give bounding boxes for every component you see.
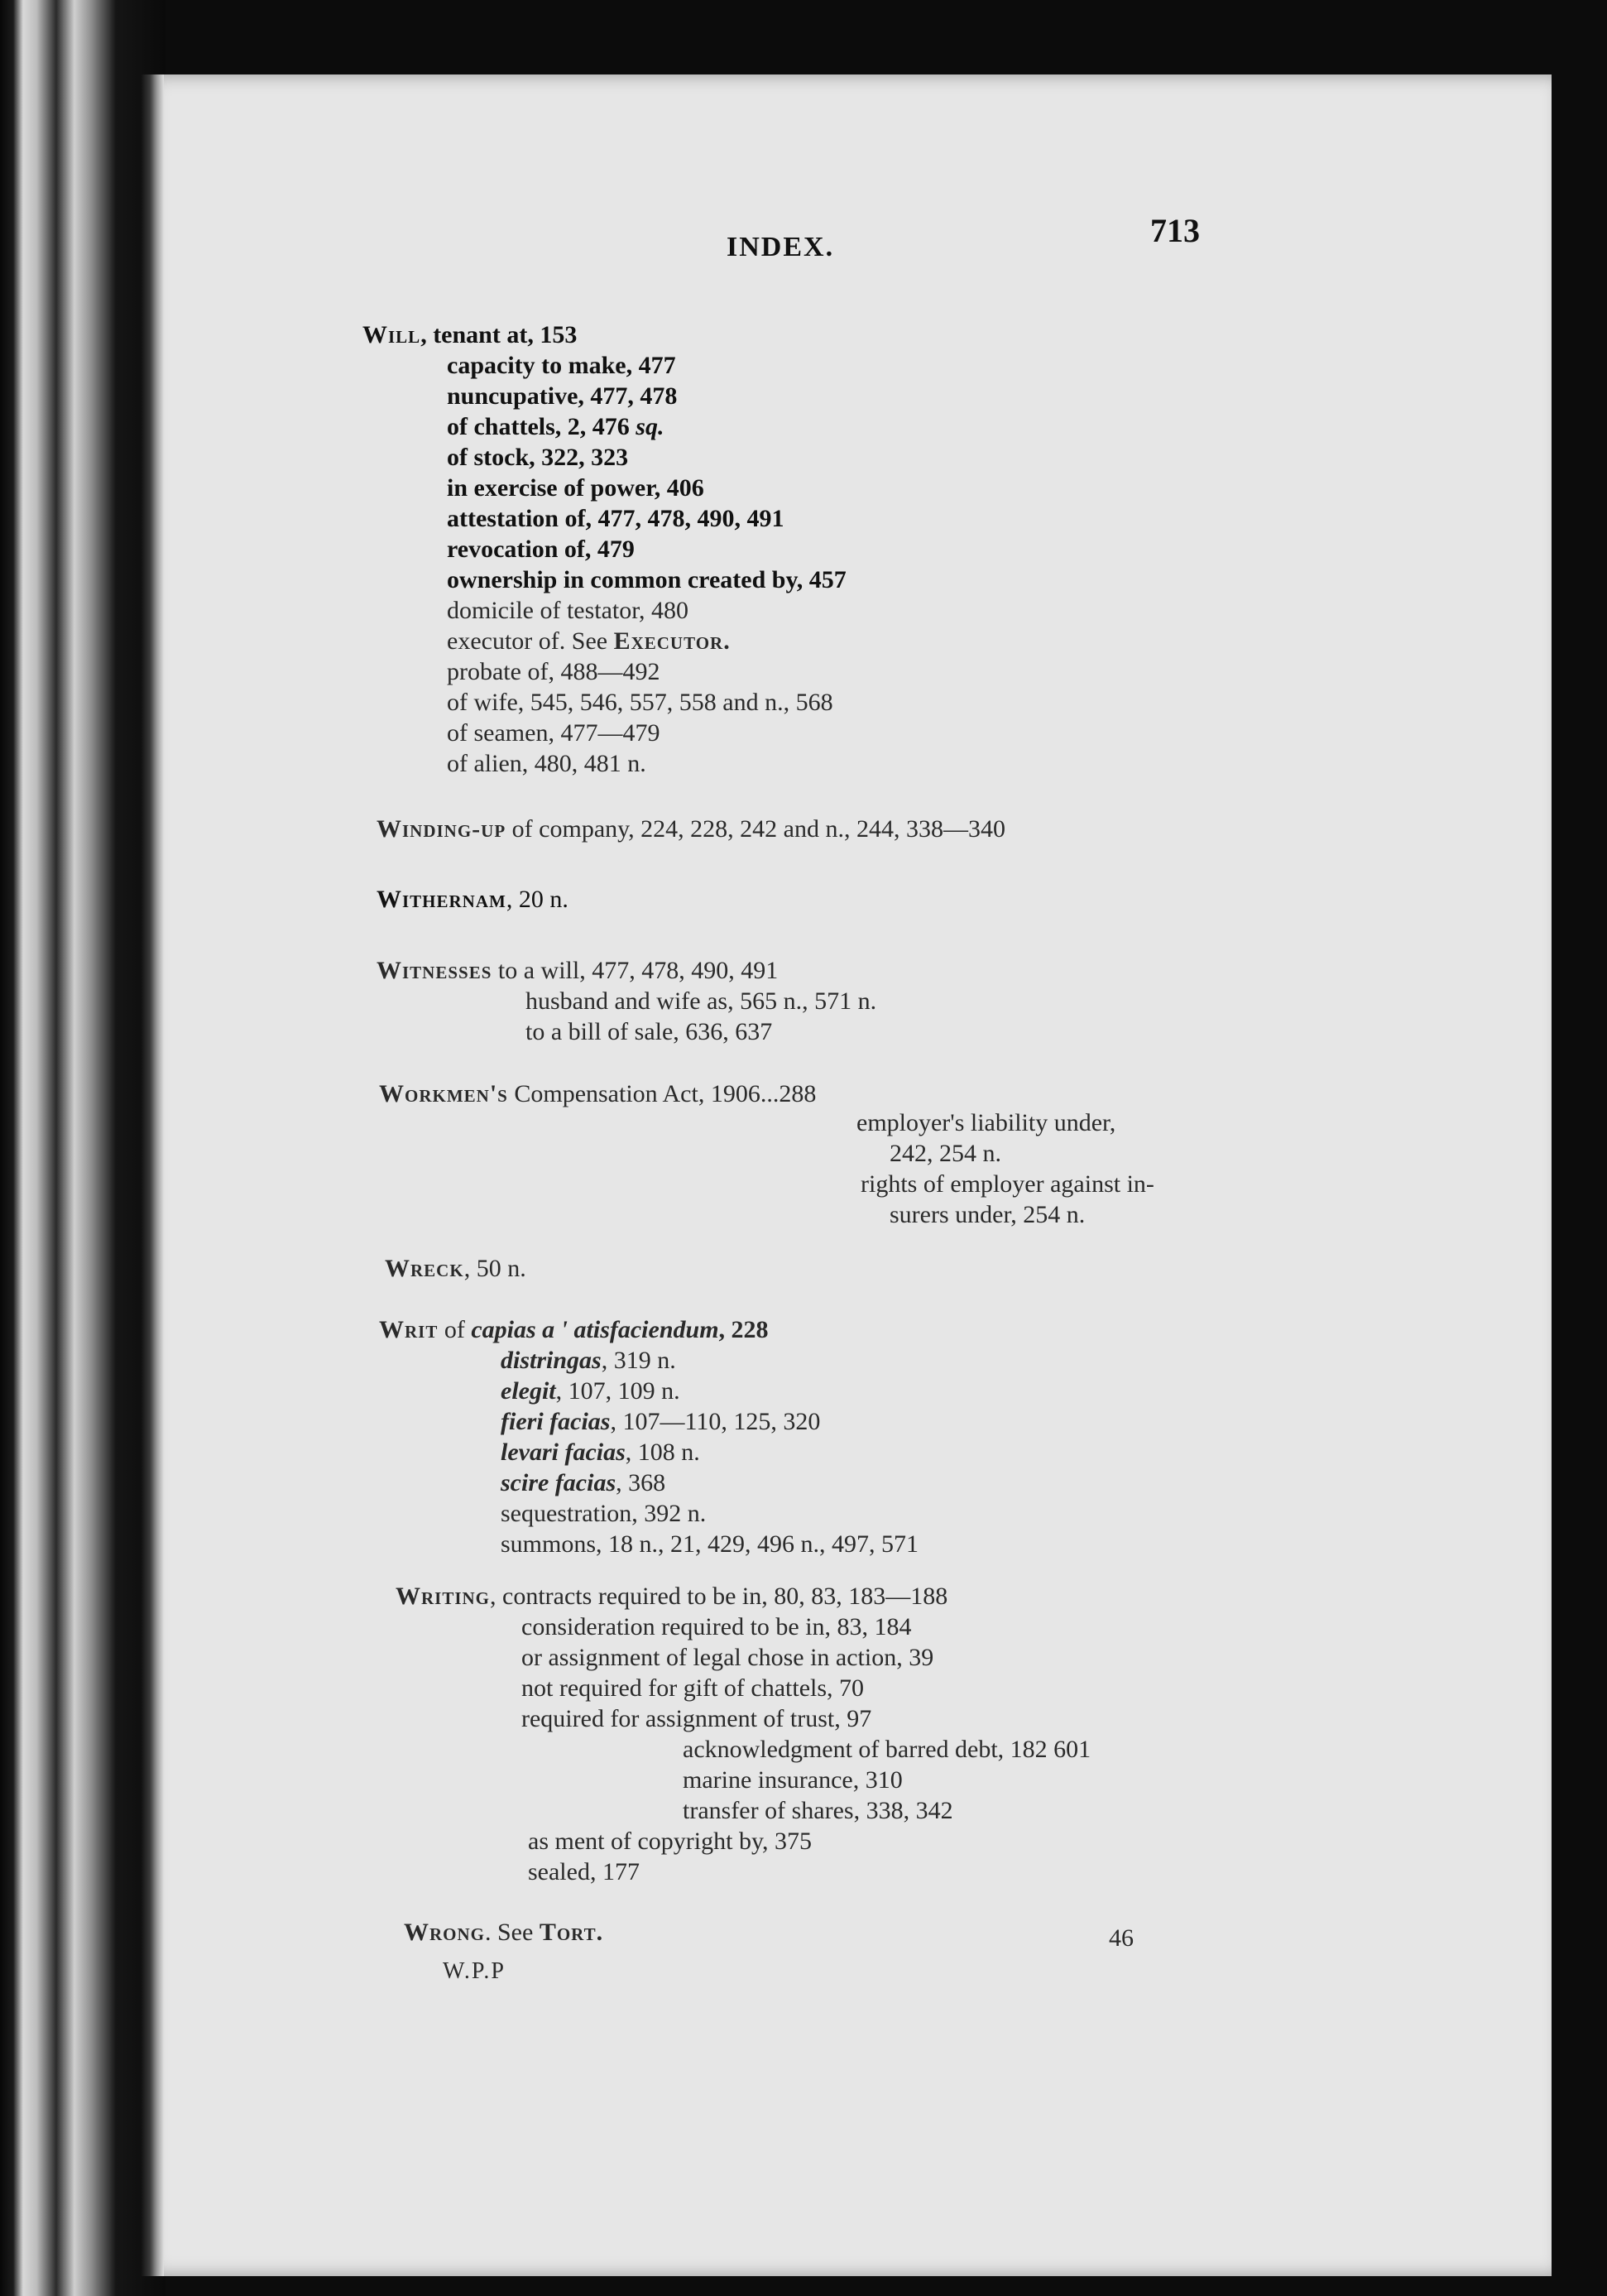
subentry: to a bill of sale, 636, 637 — [525, 1018, 773, 1045]
subentry: not required for gift of chattels, 70 — [521, 1674, 865, 1702]
subentry — [501, 1439, 700, 1467]
headword: Winding-up — [377, 815, 506, 843]
subentry: 242, 254 n. — [890, 1140, 1001, 1167]
sheet-number: 46 — [1109, 1924, 1134, 1952]
subentry: of wife, 545, 546, 557, 558 and n., 568 — [447, 689, 833, 716]
subentry: in exercise of power, 406 — [447, 474, 704, 502]
index-entry-will — [362, 321, 577, 349]
subentry — [447, 627, 731, 656]
printer-signature: W.P.P — [443, 1958, 506, 1984]
writ-term: levari facias — [501, 1439, 626, 1466]
writ-term: scire facias — [501, 1469, 616, 1496]
index-entry-withernam — [377, 886, 568, 914]
writ-term: fieri facias — [501, 1408, 611, 1435]
index-entry-wrong — [404, 1919, 603, 1947]
entry-text: to a will, 477, 478, 490, 491 — [492, 957, 779, 984]
writ-term: distringas — [501, 1347, 602, 1374]
subentry: acknowledgment of barred debt, 182 601 — [683, 1736, 1091, 1763]
headword: Will — [362, 321, 421, 348]
writ-refs: sequestration, 392 n. — [501, 1500, 707, 1527]
writ-refs: , 319 n. — [601, 1347, 676, 1374]
subentry: of stock, 322, 323 — [447, 444, 629, 471]
page-header: INDEX. — [727, 232, 835, 262]
subentry: of alien, 480, 481 n. — [447, 750, 646, 777]
subentry: transfer of shares, 338, 342 — [683, 1797, 953, 1824]
headword: Workmen's — [379, 1080, 508, 1107]
subentry: ownership in common created by, 457 — [447, 566, 847, 593]
writ-term: capias a ' atisfaciendum — [471, 1316, 719, 1343]
entry-text: , contracts required to be in, 80, 83, 183—188 — [490, 1583, 948, 1610]
subentry: attestation of, 477, 478, 490, 491 — [447, 505, 784, 532]
headword: Wreck — [385, 1255, 464, 1282]
page-number: 713 — [1150, 212, 1200, 249]
subentry: husband and wife as, 565 n., 571 n. — [525, 987, 877, 1015]
subentry: nuncupative, 477, 478 — [447, 382, 678, 410]
subentry — [501, 1500, 706, 1528]
entry-text: of company, 224, 228, 242 and n., 244, 338—340 — [506, 815, 1005, 843]
cross-reference: Executor. — [613, 627, 731, 655]
headword: Withernam — [377, 886, 506, 913]
headword: Writing — [396, 1583, 491, 1610]
subentry: marine insurance, 310 — [683, 1766, 903, 1794]
index-entry-witnesses — [377, 957, 778, 985]
headword: Witnesses — [377, 957, 492, 984]
writ-refs: , 368 — [616, 1469, 666, 1496]
subentry: rights of employer against in- — [861, 1170, 1154, 1198]
index-entry-workmens — [379, 1080, 816, 1108]
cross-reference: Tort. — [539, 1919, 604, 1946]
subentry: of seamen, 477—479 — [447, 719, 660, 747]
entry-text: , 50 n. — [463, 1255, 526, 1282]
subentry: revocation of, 479 — [447, 536, 635, 563]
subentry: domicile of testator, 480 — [447, 597, 689, 624]
index-entry-wreck — [385, 1255, 526, 1283]
entry-text: , tenant at, 153 — [420, 321, 578, 348]
subentry — [501, 1377, 680, 1405]
entry-text: , 20 n. — [506, 886, 568, 913]
index-entry-writ — [379, 1316, 769, 1344]
writ-refs: , 108 n. — [625, 1439, 700, 1466]
subentry: sealed, 177 — [528, 1858, 640, 1885]
subentry: or assignment of legal chose in action, 39 — [521, 1644, 934, 1671]
writ-refs: , 107, 109 n. — [555, 1377, 680, 1405]
entry-text: . See — [485, 1919, 540, 1946]
subentry — [501, 1530, 919, 1559]
writ-term: elegit — [501, 1377, 556, 1405]
subentry-italic: sq. — [636, 413, 664, 440]
subentry — [501, 1469, 665, 1497]
subentry — [501, 1408, 820, 1436]
subentry: probate of, 488—492 — [447, 658, 660, 685]
headword: Writ — [379, 1316, 439, 1343]
subentry: required for assignment of trust, 97 — [521, 1705, 872, 1732]
entry-text: Compensation Act, 1906...288 — [507, 1080, 817, 1107]
entry-text: of — [438, 1316, 472, 1343]
headword: Wrong — [404, 1919, 485, 1946]
page — [141, 74, 1552, 2276]
subentry — [501, 1347, 676, 1375]
subentry: consideration required to be in, 83, 184 — [521, 1613, 912, 1640]
subentry-text: of chattels, 2, 476 — [447, 413, 636, 440]
index-entry-writing — [396, 1583, 947, 1611]
subentry — [447, 413, 664, 441]
index-entry-winding-up — [377, 815, 1005, 843]
writ-refs: , 228 — [718, 1316, 769, 1343]
subentry: employer's liability under, — [856, 1109, 1116, 1136]
writ-refs: summons, 18 n., 21, 429, 496 n., 497, 571 — [501, 1530, 919, 1558]
book-spine — [141, 74, 164, 2276]
subentry: surers under, 254 n. — [890, 1201, 1086, 1228]
writ-refs: , 107—110, 125, 320 — [610, 1408, 821, 1435]
subentry: as ment of copyright by, 375 — [528, 1828, 812, 1855]
subentry: capacity to make, 477 — [447, 352, 676, 379]
subentry-text: executor of. See — [447, 627, 614, 655]
